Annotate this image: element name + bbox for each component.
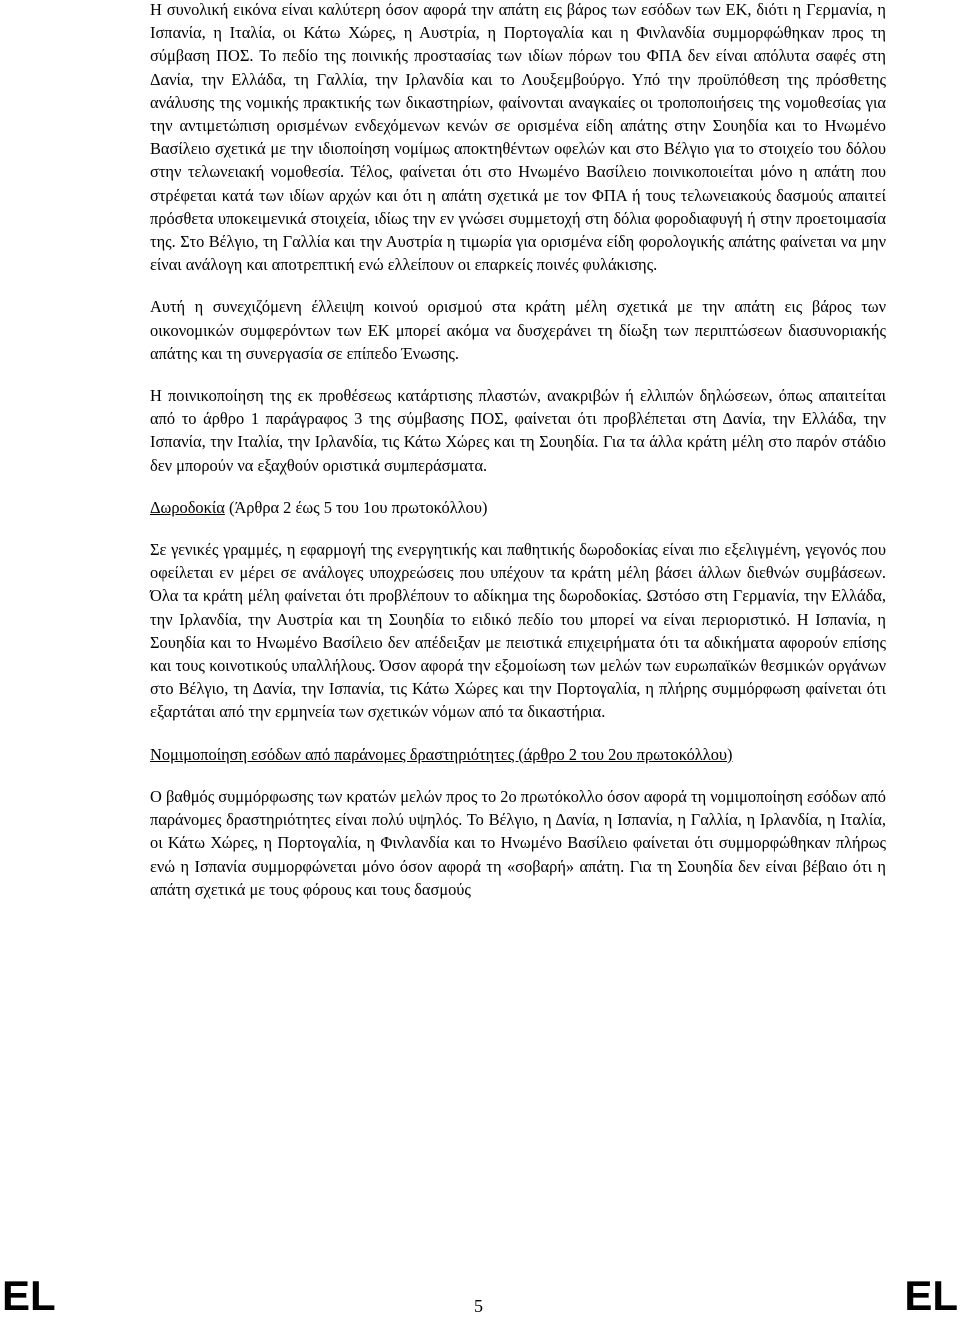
section-heading-money-laundering: Νομιμοποίηση εσόδων από παράνομες δραστηριότητες (άρθρο 2 του 2ου πρωτοκόλλου) (150, 744, 733, 764)
footer-language-left: EL (2, 1272, 56, 1319)
footer-language-right: EL (904, 1272, 958, 1319)
page-number: 5 (474, 1296, 483, 1316)
paragraph-definition-gap: Αυτή η συνεχιζόμενη έλλειψη κοινού ορισμού στα κράτη μέλη σχετικά με την απάτη εις βάρος των οικονομικών συμφερόντων των ΕΚ μπορεί ακόμα να δυσχεράνει τη δίωξη των περιπτώσεων διασυνοριακής απάτης και τη συνεργασία σε επίπεδο Ένωσης. (150, 297, 886, 363)
section-heading-corruption (150, 496, 886, 519)
heading-corruption-articles: (Άρθρα 2 έως 5 του 1ου πρωτοκόλλου) (224, 497, 488, 517)
paragraph-fraud-revenue: Η συνολική εικόνα είναι καλύτερη όσον αφορά την απάτη εις βάρος των εσόδων των ΕΚ, διότι η Γερμανία, η Ισπανία, η Ιταλία, οι Κάτω Χώρες, η Αυστρία, η Πορτογαλία και η Φινλανδία συμμορφώθηκαν προς τη σύμβαση ΠΟΣ. Το πεδίο της ποινικής προστασίας των ιδίων πόρων του ΦΠΑ δεν είναι απόλυτα σαφές στη Δανία, την Ελλάδα, τη Γαλλία, την Ιρλανδία και το Λουξεμβούργο. Υπό την προϋπόθεση της πρόσθετης ανάλυσης της νομικής πρακτικής των δικαστηρίων, φαίνονται αναγκαίες οι τροποποιήσεις της νομοθεσίας για την αντιμετώπιση ορισμένων ενδεχόμενων κενών σε ορισμένα είδη απάτης στην Σουηδία και το Ηνωμένο Βασίλειο σχετικά με την ιδιοποίηση νομίμως αποκτηθέντων οφελών και στο Βέλγιο για το στοιχείο του δόλου στην τελωνειακή νομοθεσία. Τέλος, φαίνεται ότι στο Ηνωμένο Βασίλειο ποινικοποιείται μόνο η απάτη που στρέφεται κατά των ιδίων αρχών και ότι η απάτη σχετικά με τον ΦΠΑ ή τους τελωνειακούς δασμούς απαιτεί πρόσθετα υποκειμενικά στοιχεία, ιδίως την εν γνώσει συμμετοχή στη δόλια φοροδιαφυγή ή στην προετοιμασία της. Στο Βέλγιο, τη Γαλλία και την Αυστρία η τιμωρία για ορισμένα είδη φορολογικής απάτης φαίνεται να μην είναι ανάλογη και αποτρεπτική ενώ ελλείπουν οι επαρκείς ποινές φυλάκισης. (150, 0, 886, 275)
paragraph-corruption: Σε γενικές γραμμές, η εφαρμογή της ενεργητικής και παθητικής δωροδοκίας είναι πιο εξελιγμένη, γεγονός που οφείλεται εν μέρει σε ανάλογες υποχρεώσεις που υπέχουν τα κράτη μέλη βάσει άλλων διεθνών συμβάσεων. Όλα τα κράτη μέλη φαίνεται ότι προβλέπουν το αδίκημα της δωροδοκίας. Ωστόσο στη Γερμανία, την Ελλάδα, την Ιρλανδία, την Αυστρία και τη Σουηδία το ειδικό πεδίο του μπορεί να είναι περιοριστικό. Η Ισπανία, η Σουηδία και το Ηνωμένο Βασίλειο δεν απέδειξαν με πειστικά επιχειρήματα ότι τα αδικήματα αφορούν επίσης και τους κοινοτικούς υπαλλήλους. Όσον αφορά την εξομοίωση των μελών των ευρωπαϊκών θεσμικών οργάνων στο Βέλγιο, τη Δανία, την Ισπανία, τις Κάτω Χώρες και την Πορτογαλία, η πλήρης συμμόρφωση φαίνεται ότι εξαρτάται από την ερμηνεία των σχετικών νόμων από τα δικαστήρια. (150, 540, 886, 722)
heading-corruption-title: Δωροδοκία (150, 497, 225, 517)
paragraph-false-declarations: Η ποινικοποίηση της εκ προθέσεως κατάρτισης πλαστών, ανακριβών ή ελλιπών δηλώσεων, όπως απαιτείται από το άρθρο 1 παράγραφος 3 της σύμβασης ΠΟΣ, φαίνεται ότι προβλέπεται στη Δανία, την Ελλάδα, την Ισπανία, την Ιταλία, την Ιρλανδία, τις Κάτω Χώρες και τη Σουηδία. Για τα άλλα κράτη μέλη στο παρόν στάδιο δεν μπορούν να εξαχθούν οριστικά συμπεράσματα. (150, 386, 886, 475)
paragraph-money-laundering: Ο βαθμός συμμόρφωσης των κρατών μελών προς τo 2o πρωτόκολλο όσον αφορά τη νομιμοποίηση εσόδων από παράνομες δραστηριότητες είναι πολύ υψηλός. Το Βέλγιο, η Δανία, η Ισπανία, η Γαλλία, η Ιρλανδία, η Ιταλία, οι Κάτω Χώρες, η Πορτογαλία, η Φινλανδία και το Ηνωμένο Βασίλειο φαίνεται ότι συμμορφώθηκαν πλήρως ενώ η Ισπανία συμμορφώνεται μόνο όσον αφορά τη «σοβαρή» απάτη. Για τη Σουηδία δεν είναι βέβαιο ότι η απάτη σχετικά με τους φόρους και τους δασμούς (150, 786, 886, 899)
document-body (150, 0, 886, 901)
